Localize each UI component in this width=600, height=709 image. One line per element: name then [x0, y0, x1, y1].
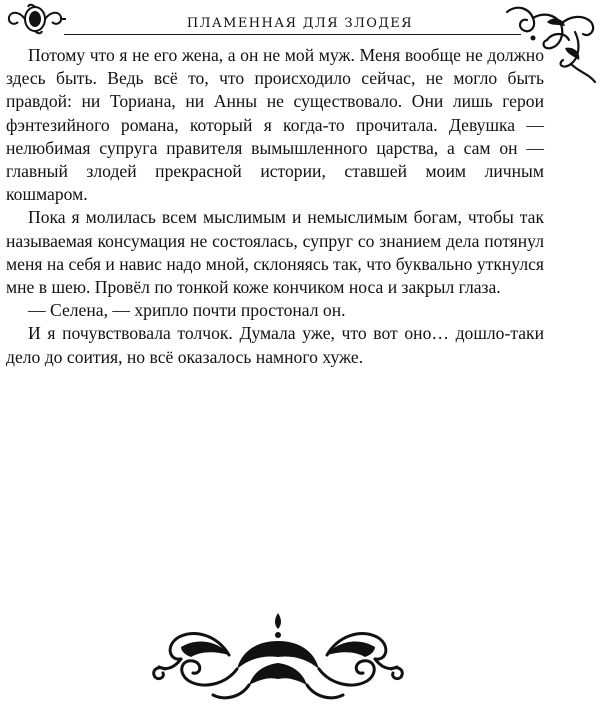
header-rule — [64, 34, 521, 35]
paragraph: — Селена, — хрипло почти простонал он. — [28, 300, 346, 321]
running-title: ПЛАМЕННАЯ ДЛЯ ЗЛОДЕЯ — [186, 16, 414, 31]
body-text — [6, 44, 544, 369]
paragraph: Потому что я не его жена, а он не мой муж. Меня вообще не должно здесь быть. Ведь всё то, что происходило сейчас, не могло быть правдой: ни Ториана, ни Анны не существовало. Они лишь герои фэнтезийного романа, который я когда-то прочитала. Девушка — нелюбимая супруга правителя вымышленного царства, а сам он — главный злодей прекрасной истории, ставшей моим личным кошмаром. — [6, 45, 544, 205]
paragraph: И я почувствовала толчок. Думала уже, что вот оно… дошло-таки дело до соития, но всё оказалось намного хуже. — [6, 323, 544, 367]
baroque-divider-icon — [145, 607, 411, 705]
paragraph: Пока я молилась всем мыслимым и немыслимым богам, чтобы так называемая консумация не состоялась, супруг со знанием дела потянул меня на себя и навис надо мной, склоняясь так, что буквально уткнулся мне в шею. Провёл по тонкой коже кончиком носа и закрыл глаза. — [6, 207, 544, 298]
